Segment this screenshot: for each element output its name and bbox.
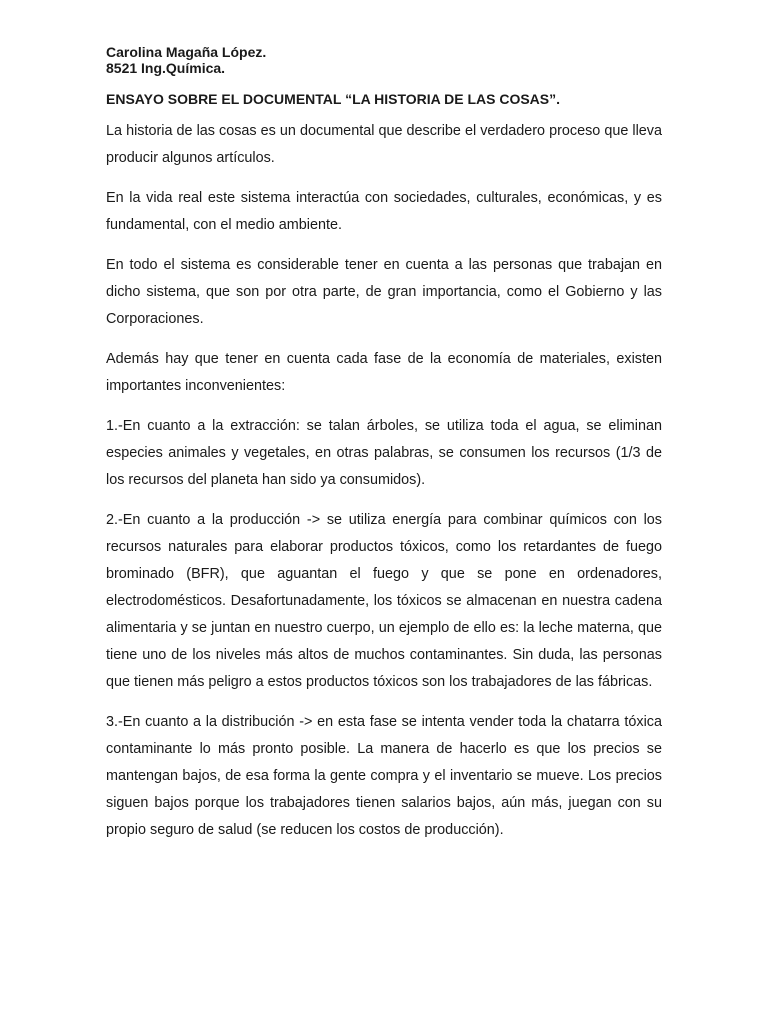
paragraph-distribution: 3.-En cuanto a la distribución -> en esta fase se intenta vender toda la chatarra tóxica contaminante lo más pronto posible. La manera de hacerlo es que los precios se mantengan bajos, de esa forma la gente compra y el inventario se mueve. Los precios siguen bajos porque los trabajadores tienen salarios bajos, aún más, juegan con su propio seguro de salud (se reducen los costos de producción).: [106, 714, 662, 838]
paragraph-people: En todo el sistema es considerable tener en cuenta a las personas que trabajan en dicho sistema, que son por otra parte, de gran importancia, como el Gobierno y las Corporaciones.: [106, 257, 662, 327]
course-info: 8521 Ing.Química.: [106, 60, 226, 76]
paragraph-phases: Además hay que tener en cuenta cada fase de la economía de materiales, existen importantes inconvenientes:: [106, 351, 662, 394]
paragraph-production: 2.-En cuanto a la producción -> se utiliza energía para combinar químicos con los recursos naturales para elaborar productos tóxicos, como los retardantes de fuego brominado (BFR), que aguantan el fuego y que se pone en ordenadores, electrodomésticos. Desafortunadamente, los tóxicos se almacenan en nuestra cadena alimentaria y se juntan en nuestro cuerpo, un ejemplo de ello es: la leche materna, que tiene uno de los niveles más altos de muchos contaminantes. Sin duda, las personas que tienen más peligro a estos productos tóxicos son los trabajadores de las fábricas.: [106, 512, 662, 690]
author-name: Carolina Magaña López.: [106, 44, 267, 60]
paragraph-extraction: 1.-En cuanto a la extracción: se talan árboles, se utiliza toda el agua, se eliminan especies animales y vegetales, en otras palabras, se consumen los recursos (1/3 de los recursos del planeta han sido ya consumidos).: [106, 418, 662, 488]
paragraph-intro: La historia de las cosas es un documental que describe el verdadero proceso que lleva producir algunos artículos.: [106, 123, 662, 166]
document-page: [106, 44, 662, 844]
paragraph-system: En la vida real este sistema interactúa con sociedades, culturales, económicas, y es fundamental, con el medio ambiente.: [106, 190, 662, 233]
essay-title: ENSAYO SOBRE EL DOCUMENTAL “LA HISTORIA DE LAS COSAS”.: [106, 91, 561, 107]
